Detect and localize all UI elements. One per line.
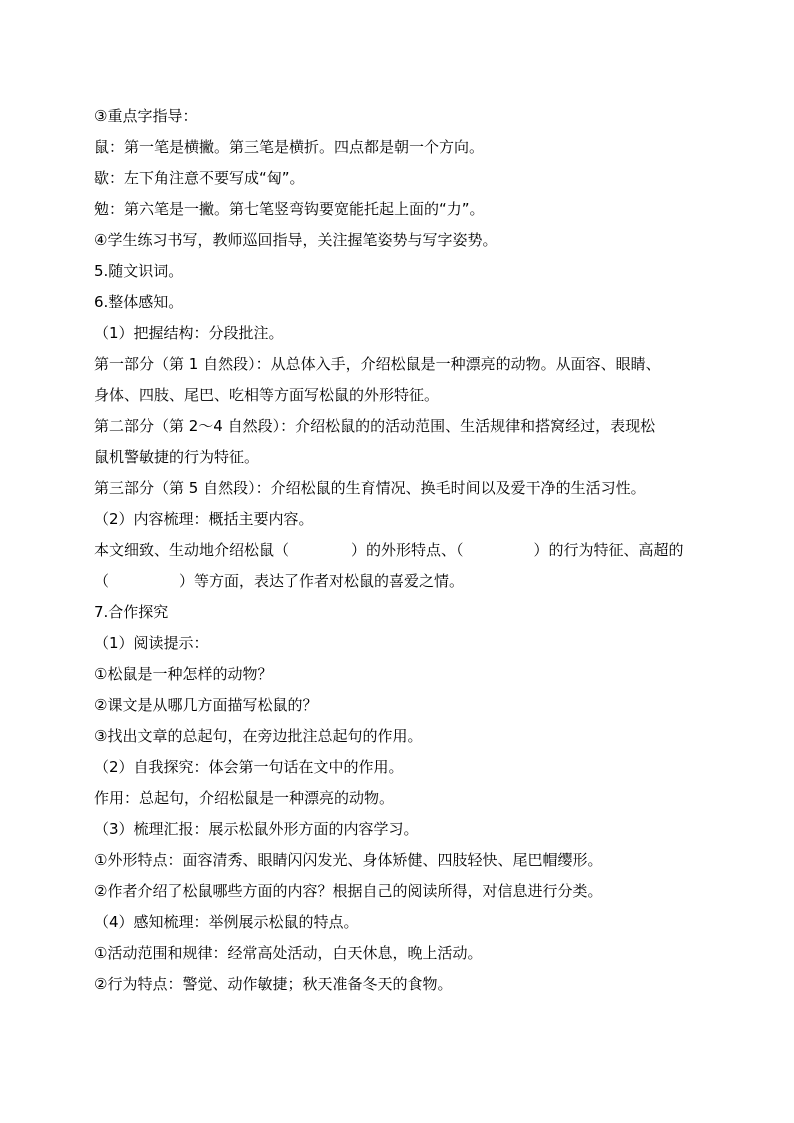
document-body: [94, 101, 714, 1000]
fill-in-blank-line: [94, 535, 714, 566]
paragraph: 第一部分（第 1 自然段）：从总体入手，介绍松鼠是一种漂亮的动物。从面容、眼睛、: [94, 355, 661, 373]
list-item: ①松鼠是一种怎样的动物？: [94, 665, 273, 683]
list-item: ②作者介绍了松鼠哪些方面的内容？根据自己的阅读所得，对信息进行分类。: [94, 882, 603, 900]
subsection-heading: （4）感知梳理：举例展示松鼠的特点。: [94, 913, 359, 931]
fill-in-blank-line: [94, 566, 714, 597]
paragraph: 第二部分（第 2～4 自然段）：介绍松鼠的的活动范围、生活规律和搭窝经过，表现松: [94, 417, 656, 435]
fill-text: ）的行为特征、高超的: [533, 541, 684, 559]
subsection-heading: （2）内容梳理：概括主要内容。: [94, 510, 314, 528]
section-heading: ③重点字指导：: [94, 107, 198, 125]
subsection-heading: （1）把握结构：分段批注。: [94, 324, 284, 342]
paragraph: 鼠：第一笔是横撇。第三笔是横折。四点都是朝一个方向。: [94, 138, 485, 156]
paragraph: 鼠机警敏捷的行为特征。: [94, 448, 260, 466]
subsection-heading: （2）自我探究：体会第一句话在文中的作用。: [94, 758, 404, 776]
list-item: ①外形特点：面容清秀、眼睛闪闪发光、身体矫健、四肢轻快、尾巴帽缨形。: [94, 851, 603, 869]
subsection-heading: （3）梳理汇报：展示松鼠外形方面的内容学习。: [94, 820, 419, 838]
list-item: ②课文是从哪几方面描写松鼠的？: [94, 696, 318, 714]
fill-text: （: [94, 572, 110, 590]
paragraph: ④学生练习书写，教师巡回指导，关注握笔姿势与写字姿势。: [94, 231, 498, 249]
fill-text: 本文细致、生动地介绍松鼠（: [94, 541, 290, 559]
subsection-heading: （1）阅读提示：: [94, 634, 209, 652]
list-item: ①活动范围和规律：经常高处活动，白天休息，晚上活动。: [94, 944, 483, 962]
fill-text: ）的外形特点、（: [351, 541, 464, 559]
section-heading: 5.随文识词。: [94, 262, 184, 280]
paragraph: 第三部分（第 5 自然段）：介绍松鼠的生育情况、换毛时间以及爱干净的生活习性。: [94, 479, 646, 497]
paragraph: 勉：第六笔是一撇。第七笔竖弯钩要宽能托起上面的“力”。: [94, 200, 485, 218]
paragraph: 作用：总起句，介绍松鼠是一种漂亮的动物。: [94, 789, 395, 807]
paragraph: 身体、四肢、尾巴、吃相等方面写松鼠的外形特征。: [94, 386, 440, 404]
list-item: ②行为特点：警觉、动作敏捷；秋天准备冬天的食物。: [94, 975, 453, 993]
paragraph: 歇：左下角注意不要写成“匈”。: [94, 169, 305, 187]
section-heading: 7.合作探究: [94, 603, 169, 621]
list-item: ③找出文章的总起句，在旁边批注总起句的作用。: [94, 727, 423, 745]
fill-text: ）等方面，表达了作者对松鼠的喜爱之情。: [179, 572, 465, 590]
section-heading: 6.整体感知。: [94, 293, 184, 311]
